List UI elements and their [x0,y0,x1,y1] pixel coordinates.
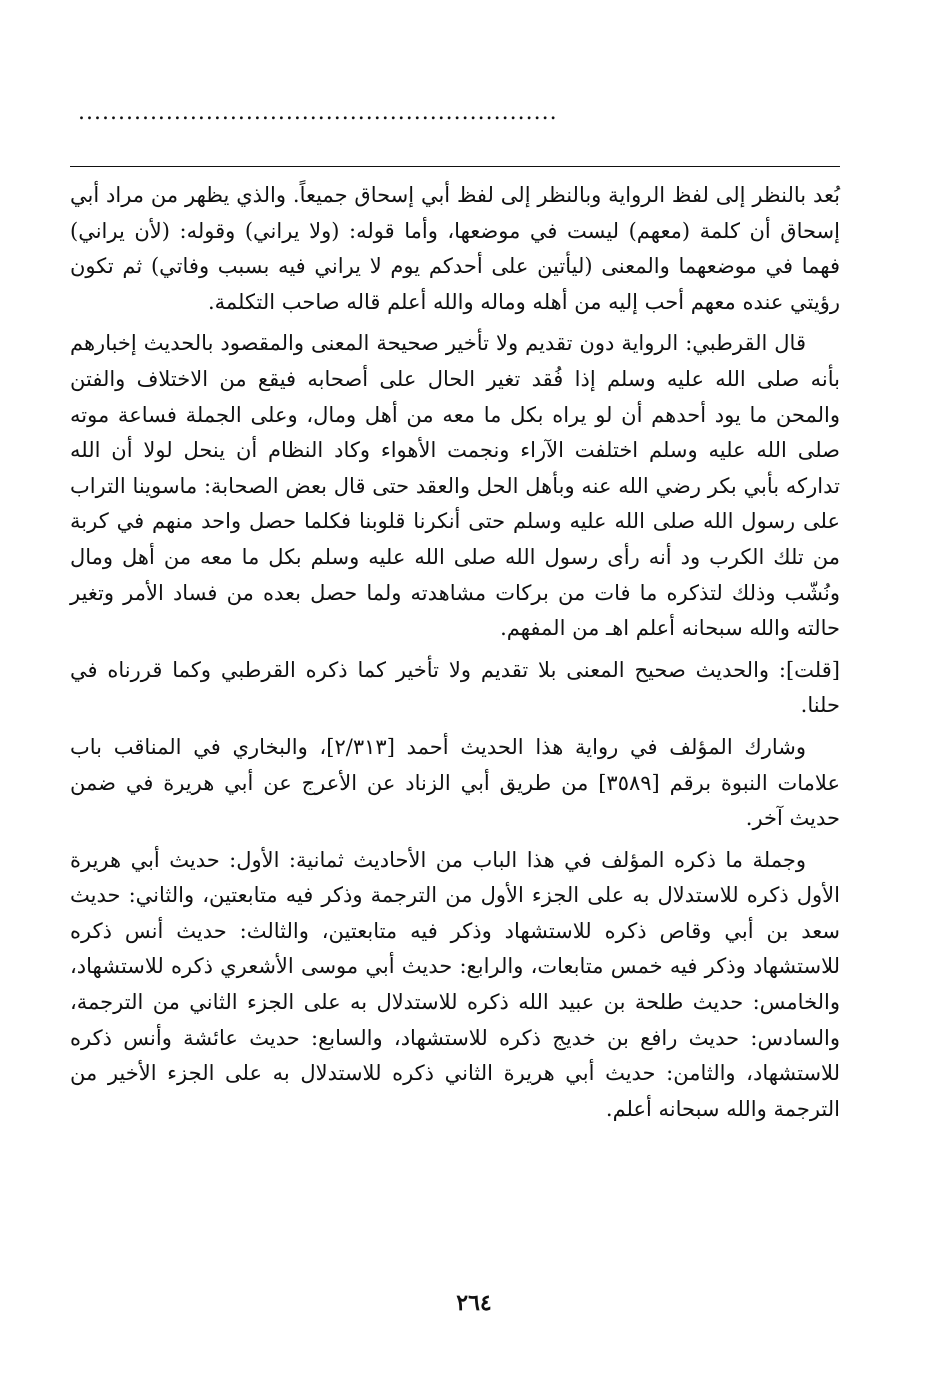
paragraph-5: وجملة ما ذكره المؤلف في هذا الباب من الأحاديث ثمانية: الأول: حديث أبي هريرة الأول ذكره للاستدلال به على الجزء الأول من الترجمة وذكر فيه متابعتين، والثاني: حديث سعد بن أبي وقاص ذكره للاستشهاد وذكر فيه متابعتين، والثالث: حديث أنس ذكره للاستشهاد وذكر فيه خمس متابعات، والرابع: حديث أبي موسى الأشعري ذكره للاستشهاد، والخامس: حديث طلحة بن عبيد الله ذكره للاستدلال به على الجزء الثاني من الترجمة، والسادس: حديث رافع بن خديج ذكره للاستشهاد، والسابع: حديث عائشة وأنس ذكره للاستشهاد، والثامن: حديث أبي هريرة الثاني ذكره للاستدلال به على الجزء الأخير من الترجمة والله سبحانه أعلم. [70,847,840,1121]
paragraph-3: [قلت]: والحديث صحيح المعنى بلا تقديم ولا تأخير كما ذكره القرطبي وكما قررناه في حلنا. [70,657,840,718]
page-number: ٢٦٤ [456,1290,492,1316]
paragraph-1: بُعد بالنظر إلى لفظ الرواية وبالنظر إلى لفظ أبي إسحاق جميعاً. والذي يظهر من مراد أبي إسحاق أن كلمة (معهم) ليست في موضعها، وأما قوله: (ولا يراني) وقوله: (لأن يراني) فهما في موضعهما والمعنى (ليأتين على أحدكم يوم لا يراني فيه بسبب وفاتي) ثم تكون رؤيتي عنده معهم أحب إليه من أهله وماله والله أعلم قاله صاحب التكلمة. [70,183,840,314]
header-solid-rule [70,166,840,167]
page-body [70,178,840,1133]
header-dotted-rule: ............................................................ [78,104,558,122]
paragraph-2: قال القرطبي: الرواية دون تقديم ولا تأخير صحيحة المعنى والمقصود بالحديث إخبارهم بأنه صلى الله عليه وسلم إذا فُقد تغير الحال على أصحابه فيقع من الاختلاف والفتن والمحن ما يود أحدهم أن لو يراه بكل ما معه من أهل ومال، وعلى الجملة فساعة موته صلى الله عليه وسلم اختلفت الآراء ونجمت الأهواء وكاد النظام أن ينحل لولا أن الله تداركه بأبي بكر رضي الله عنه وبأهل الحل والعقد حتى قال بعض الصحابة: ماسوينا التراب على رسول الله صلى الله عليه وسلم حتى أنكرنا قلوبنا فكلما حصل واحد منهم في كربة من تلك الكرب ود أنه رأى رسول الله صلى الله عليه وسلم بكل ما معه من أهل ومال ونُشّب وذلك لتذكره ما فات من بركات مشاهدته ولما حصل بعده من فساد الأمر وتغير حالته والله سبحانه أعلم اهـ من المفهم. [70,331,840,641]
paragraph-4: وشارك المؤلف في رواية هذا الحديث أحمد [٢/٣١٣]، والبخاري في المناقب باب علامات النبوة برقم [٣٥٨٩] من طريق أبي الزناد عن الأعرج عن أبي هريرة في ضمن حديث آخر. [70,734,840,831]
